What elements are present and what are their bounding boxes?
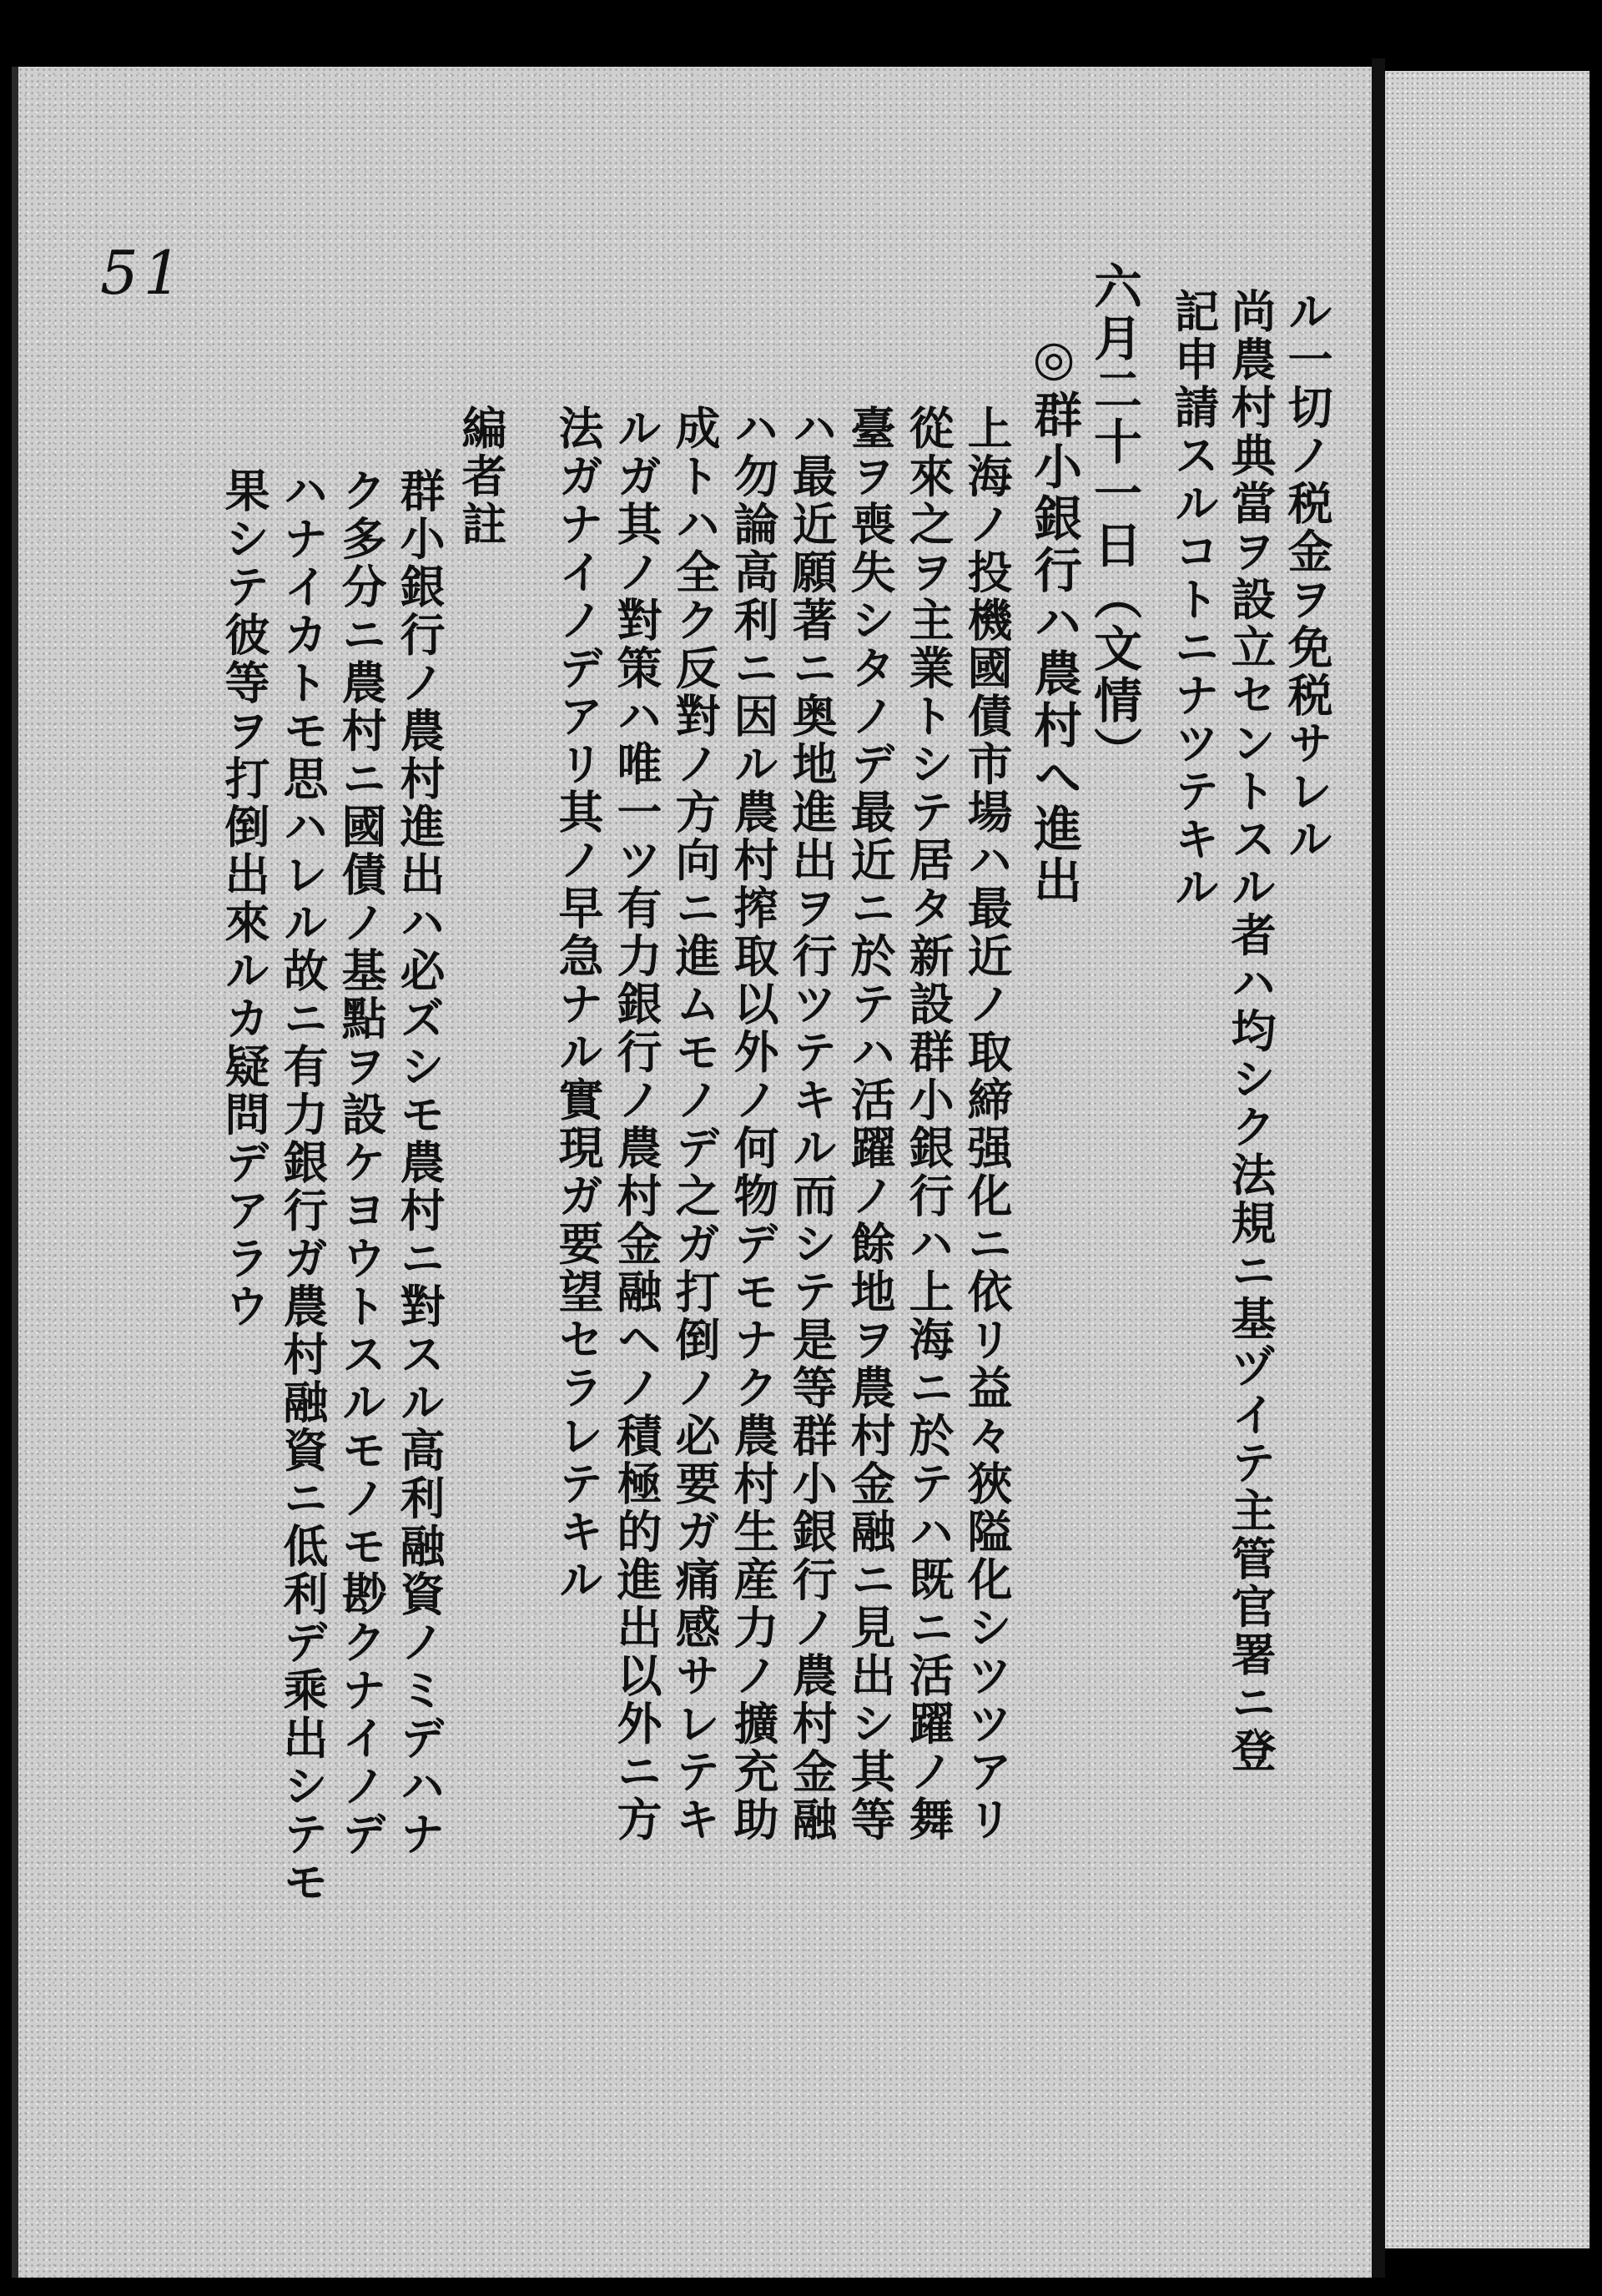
editor-note-column: ハナイカトモ思ハレル故ニ有力銀行ガ農村融資ニ低利デ乘出シテモ bbox=[276, 467, 330, 1906]
page-number: 51 bbox=[100, 238, 187, 308]
text-column: 尚農村典當ヲ設立セントスル者ハ均シク法規ニ基ヅイテ主管官署ニ登 bbox=[1224, 288, 1277, 1775]
text-column: 成トハ全ク反對ノ方向ニ進ムモノデ之ガ打倒ノ必要ガ痛感サレテキ bbox=[668, 405, 722, 1844]
text-column: 上海ノ投機國債市場ハ最近ノ取締强化ニ依リ益々狹隘化シツツアリ bbox=[960, 405, 1014, 1844]
editor-note-column: ク多分ニ農村ニ國債ノ基點ヲ設ケヨウトスルモノモ尠クナイノデ bbox=[335, 467, 388, 1859]
text-column: 法ガナイノデアリ其ノ早急ナル實現ガ要望セラレテキル bbox=[552, 405, 605, 1604]
text-column: ルガ其ノ對策ハ唯一ツ有力銀行ノ農村金融ヘノ積極的進出以外ニ方 bbox=[610, 405, 663, 1844]
text-column: ハ最近願著ニ奥地進出ヲ行ツテキル而シテ是等群小銀行ノ農村金融 bbox=[785, 405, 839, 1844]
vertical-text-block bbox=[175, 261, 1334, 2040]
text-column: 記申請スルコトニナツテキル bbox=[1167, 288, 1221, 912]
text-column: ハ勿論高利ニ因ル農村搾取以外ノ何物デモナク農村生産力ノ擴充助 bbox=[727, 405, 780, 1844]
text-column: ル一切ノ税金ヲ免税サレル bbox=[1281, 288, 1334, 864]
facing-page-edge bbox=[1385, 71, 1589, 2248]
text-column: 從來之ヲ主業トシテ居タ新設群小銀行ハ上海ニ於テハ既ニ活躍ノ舞 bbox=[902, 405, 955, 1844]
entry-date: 六月二十一日（文情） bbox=[1086, 261, 1142, 778]
editor-note-label: 編者註 bbox=[455, 405, 508, 549]
editor-note-column: 群小銀行ノ農村進出ハ必ズシモ農村ニ對スル高利融資ノミデハナ bbox=[393, 467, 446, 1859]
editor-note-column: 果シテ彼等ヲ打倒出來ルカ疑問デアラウ bbox=[218, 467, 271, 1331]
book-spine bbox=[1372, 58, 1385, 2278]
text-column: 臺ヲ喪失シタノデ最近ニ於テハ活躍ノ餘地ヲ農村金融ニ見出シ其等 bbox=[844, 405, 897, 1844]
article-heading: ◎群小銀行ハ農村へ進出 bbox=[1025, 330, 1082, 907]
